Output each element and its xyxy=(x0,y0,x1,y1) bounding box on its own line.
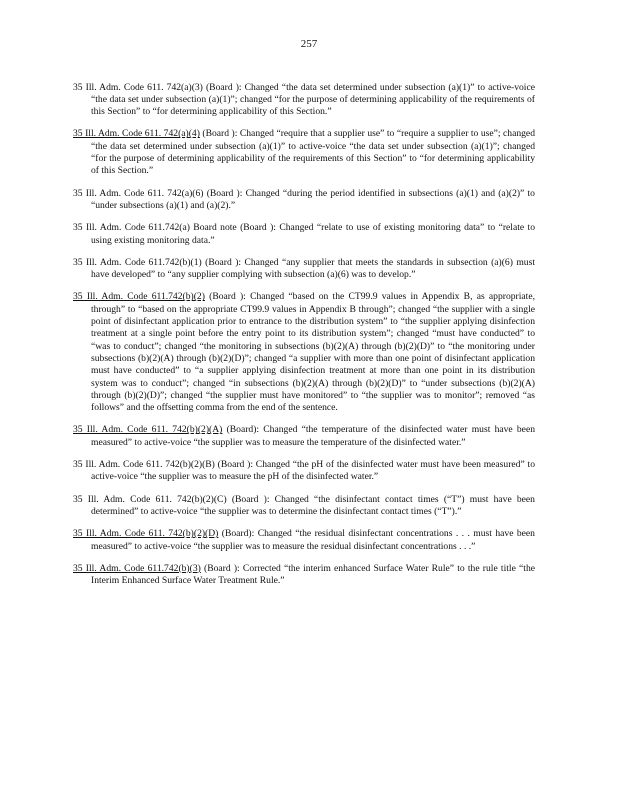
entry-611-742-a-3 xyxy=(73,82,535,119)
entry-611-742-b-2-a xyxy=(73,424,535,449)
entry-text: (Board ): Changed “require that a supplier use” to “require a supplier to use”; changed “the data set determined under subsection (a)(1)” to active-voice “the data set under subsection (a)(1)”; changed “for the purpose of determining applicability of the requirements of this Section” to “for determining applicability of this Section.” xyxy=(91,128,535,177)
entry-611-742-a-4 xyxy=(73,128,535,177)
entry-611-742-b-2 xyxy=(73,291,535,414)
entry-text: (Board): Changed “the temperature of the disinfected water must have been measured” to active-voice “the supplier was to measure the temperature of the disinfected water.” xyxy=(91,424,535,448)
entry-text: Board note (Board ): Changed “relate to use of existing monitoring data” to “relate to using existing monitoring data.” xyxy=(91,222,535,246)
entry-611-742-b-3 xyxy=(73,563,535,588)
entry-611-742-b-1 xyxy=(73,257,535,282)
entry-611-742-a-board-note xyxy=(73,222,535,247)
entry-text: (Board ): Corrected “the interim enhanced Surface Water Rule” to the rule title “the Interim Enhanced Surface Water Treatment Rule.” xyxy=(91,562,536,587)
entry-citation: 35 Ill. Adm. Code 611. 742(b)(2)(D) xyxy=(73,528,219,540)
entry-text: (Board ): Changed “the pH of the disinfected water must have been measured” to active-voice “the supplier was to measure the pH of the disinfected water.” xyxy=(91,459,535,483)
entry-text: (Board ): Changed “the data set determined under subsection (a)(1)” to active-voice “the data set under subsection (a)(1)”; changed “for the purpose of determining applicability of the requirements of this Section” to “for determining applicability of this Section.” xyxy=(91,81,535,118)
entry-text: (Board ): Changed “the disinfectant contact times (“T”) must have been determined” to active-voice “the supplier was to determine the disinfectant contact times (“T”).” xyxy=(91,493,535,517)
entry-citation: 35 Ill. Adm. Code 611.742(b)(1) xyxy=(73,256,202,268)
entry-citation: 35 Ill. Adm. Code 611.742(a) xyxy=(73,222,190,234)
entry-citation: 35 Ill. Adm. Code 611.742(b)(2) xyxy=(73,291,205,303)
entry-text: (Board ): Changed “based on the CT99.9 values in Appendix B, as appropriate, through” to “based on the appropriate CT99.9 values in Appendix B through”; changed “the supplier with a single point of disinfectant application prior to entrance to the distribution system” to “the supplier applying disinfection treatment at a single point before the entry point to its distribution system”; changed “must have conducted” to “was to conduct”; changed “the monitoring in subsections (b)(2)(A) through (b)(2)(D)” to “the monitoring under subsections (b)(2)(A) through (b)(2)(D)”; changed “a supplier with more than one point of disinfectant application must have conducted” to “a supplier applying disinfection treatment at more than one point in its distribution system was to conduct”; changed “in subsections (b)(2)(A) through (b)(2)(D)” to “under subsections (b)(2)(A) through (b)(2)(D)”; changed “the supplier must have monitored” to “the supplier was to monitor”; removed “as follows” and the offsetting comma from the end of the sentence. xyxy=(91,291,535,414)
entry-citation: 35 Ill. Adm. Code 611. 742(a)(3) xyxy=(73,81,203,93)
page-number: 257 xyxy=(300,38,318,50)
entry-text: (Board ): Changed “during the period identified in subsections (a)(1) and (a)(2)” to “under subsections (a)(1) and (a)(2).” xyxy=(91,187,535,211)
entry-611-742-a-6 xyxy=(73,188,535,213)
entry-citation: 35 Ill. Adm. Code 611. 742(b)(2)(A) xyxy=(73,424,223,436)
entry-citation: 35 Ill. Adm. Code 611. 742(a)(6) xyxy=(73,187,204,199)
entry-citation: 35 Ill. Adm. Code 611. 742(a)(4) xyxy=(73,128,200,140)
entry-citation: 35 Ill. Adm. Code 611. 742(b)(2)(B) xyxy=(73,459,215,471)
entry-611-742-b-2-d xyxy=(73,528,535,553)
entry-text: (Board): Changed “the residual disinfectant concentrations . . . must have been measured” to active-voice “the supplier was to measure the residual disinfectant concentrations . . .” xyxy=(91,528,535,552)
entry-611-742-b-2-b xyxy=(73,459,535,484)
entry-text: (Board ): Changed “any supplier that meets the standards in subsection (a)(6) must have developed” to “any supplier complying with subsection (a)(6) was to develop.” xyxy=(91,256,535,281)
entry-citation: 35 Ill. Adm. Code 611. 742(b)(2)(C) xyxy=(73,493,227,505)
entry-citation: 35 Ill. Adm. Code 611.742(b)(3) xyxy=(73,562,201,574)
amendment-list xyxy=(73,72,535,597)
entry-611-742-b-2-c xyxy=(73,494,535,519)
